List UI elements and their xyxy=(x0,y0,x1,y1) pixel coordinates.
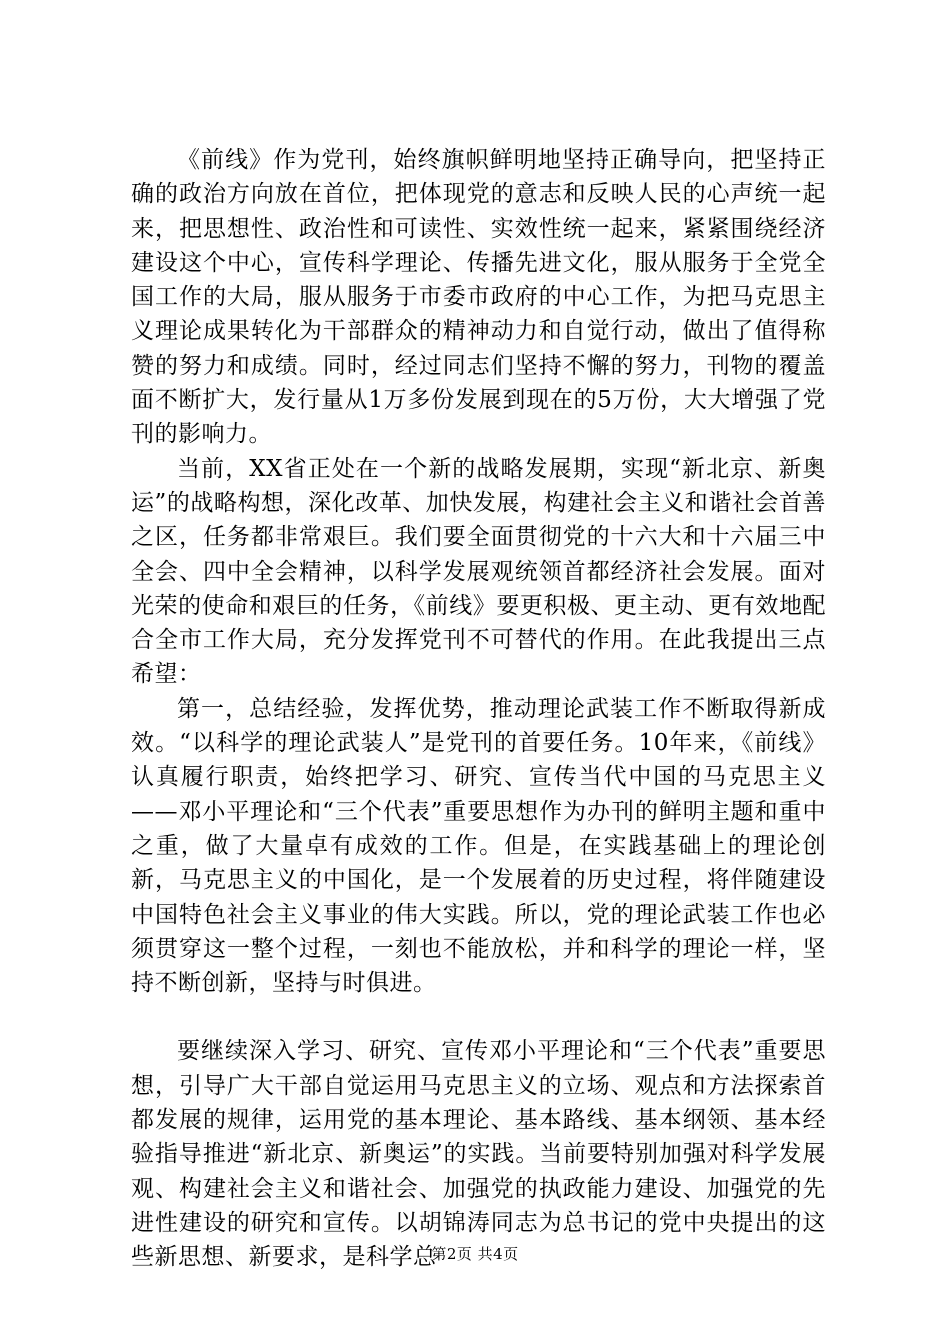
paragraph-2: 当前，XX省正处在一个新的战略发展期，实现“新北京、新奥运”的战略构想，深化改革、加快发展，构建社会主义和谐社会首善之区，任务都非常艰巨。我们要全面贯彻党的十六大和十六届三中全会、四中全会精神，以科学发展观统领首都经济社会发展。面对光荣的使命和艰巨的任务，《前线》要更积极、更主动、更有效地配合全市工作大局，充分发挥党刊不可替代的作用。在此我提出三点希望： xyxy=(131,455,826,688)
paragraph-3: 第一，总结经验，发挥优势，推动理论武装工作不断取得新成效。“以科学的理论武装人”是党刊的首要任务。10年来，《前线》认真履行职责，始终把学习、研究、宣传当代中国的马克思主义——邓小平理论和“三个代表”重要思想作为办刊的鲜明主题和重中之重，做了大量卓有成效的工作。但是，在实践基础上的理论创新，马克思主义的中国化，是一个发展着的历史过程，将伴随建设中国特色社会主义事业的伟大实践。所以，党的理论武装工作也必须贯穿这一整个过程，一刻也不能放松，并和科学的理论一样，坚持不断创新，坚持与时俱进。 xyxy=(131,695,826,997)
document-body xyxy=(131,143,826,1275)
page-footer: 第2页 共4页 xyxy=(431,1245,519,1263)
paragraph-4: 要继续深入学习、研究、宣传邓小平理论和“三个代表”重要思想，引导广大干部自觉运用马克思主义的立场、观点和方法探索首都发展的规律，运用党的基本理论、基本路线、基本纲领、基本经验指导推进“新北京、新奥运”的实践。当前要特别加强对科学发展观、构建社会主义和谐社会、加强党的执政能力建设、加强党的先进性建设的研究和宣传。以胡锦涛同志为总书记的党中央提出的这些新思想、新要求，是科学总 xyxy=(131,1038,826,1271)
paragraph-1: 《前线》作为党刊，始终旗帜鲜明地坚持正确导向，把坚持正确的政治方向放在首位，把体现党的意志和反映人民的心声统一起来，把思想性、政治性和可读性、实效性统一起来，紧紧围绕经济建设这个中心，宣传科学理论、传播先进文化，服从服务于全党全国工作的大局，服从服务于市委市政府的中心工作，为把马克思主义理论成果转化为干部群众的精神动力和自觉行动，做出了值得称赞的努力和成绩。同时，经过同志们坚持不懈的努力，刊物的覆盖面不断扩大，发行量从1万多份发展到现在的5万份，大大增强了党刊的影响力。 xyxy=(131,147,826,448)
